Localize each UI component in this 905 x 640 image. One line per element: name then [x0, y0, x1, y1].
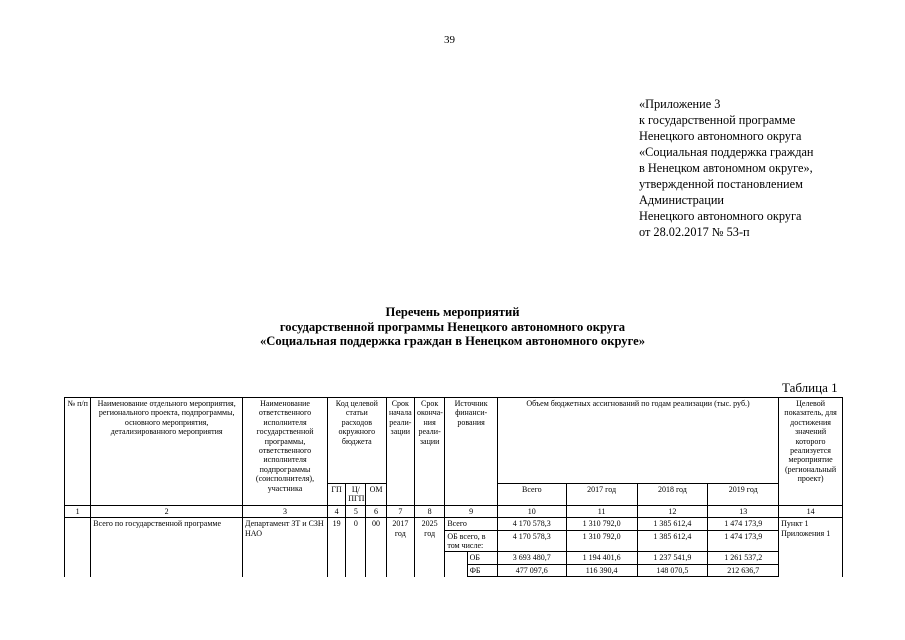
column-number: 7: [386, 505, 414, 517]
column-number: 6: [366, 505, 386, 517]
document-title: [0, 305, 905, 349]
column-number: 14: [779, 505, 843, 517]
header-cpgp: Ц/ ПГП: [346, 484, 366, 506]
source-cell: ОБ всего, в том числе:: [445, 530, 498, 552]
column-number: 5: [346, 505, 366, 517]
header-end: Срок оконча-ния реали-зации: [414, 398, 444, 506]
row-start: 2017 год: [386, 518, 414, 577]
header-name: Наименование отдельного мероприятия, регионального проекта, подпрограммы, основного мероприятия, детализированного мероприятия: [91, 398, 243, 506]
header-gp: ГП: [328, 484, 346, 506]
value-2018: 1 385 612,4: [637, 530, 708, 552]
row-indicator: Пункт 1 Приложения 1: [779, 518, 843, 577]
column-number: 4: [328, 505, 346, 517]
measures-table: [64, 397, 843, 577]
value-total: 477 097,6: [497, 564, 566, 576]
page-number: 39: [444, 34, 455, 46]
row-num: [65, 518, 91, 577]
value-2018: 1 385 612,4: [637, 518, 708, 530]
value-total: 4 170 578,3: [497, 518, 566, 530]
appendix-note: [639, 96, 814, 240]
value-2019: 1 474 173,9: [708, 518, 779, 530]
title-line: государственной программы Ненецкого автономного округа: [279, 319, 626, 334]
column-number: 11: [566, 505, 637, 517]
value-2019: 1 474 173,9: [708, 530, 779, 552]
value-2017: 1 310 792,0: [566, 518, 637, 530]
appendix-line: «Социальная поддержка граждан: [639, 145, 814, 159]
header-om: ОМ: [366, 484, 386, 506]
header-2018: 2018 год: [637, 484, 708, 506]
table-caption: Таблица 1: [782, 380, 838, 395]
source-cell: ОБ: [467, 552, 497, 564]
source-cell: ФБ: [467, 564, 497, 576]
value-2018: 1 237 541,9: [637, 552, 708, 564]
header-volume: Объем бюджетных ассигнований по годам реализации (тыс. руб.): [497, 398, 778, 484]
column-number: 3: [243, 505, 328, 517]
appendix-line: Ненецкого автономного округа: [639, 129, 802, 143]
appendix-line: «Приложение 3: [639, 97, 721, 111]
row-cpgp: 0: [346, 518, 366, 577]
appendix-line: Администрации: [639, 193, 724, 207]
header-2019: 2019 год: [708, 484, 779, 506]
header-source: Источник финанси-рования: [445, 398, 498, 506]
source-cell: Всего: [445, 518, 498, 530]
appendix-line: в Ненецком автономном округе»,: [639, 161, 813, 175]
column-number: 8: [414, 505, 444, 517]
row-name: Всего по государственной программе: [91, 518, 243, 577]
value-2019: 212 636,7: [708, 564, 779, 576]
value-total: 4 170 578,3: [497, 530, 566, 552]
value-2017: 1 310 792,0: [566, 530, 637, 552]
row-executor: Департамент ЗТ и СЗН НАО: [243, 518, 328, 577]
header-2017: 2017 год: [566, 484, 637, 506]
table-row: [65, 518, 843, 530]
row-end: 2025 год: [414, 518, 444, 577]
column-number: 1: [65, 505, 91, 517]
appendix-line: утвержденной постановлением: [639, 177, 803, 191]
appendix-line: от 28.02.2017 № 53-п: [639, 225, 750, 239]
row-om: 00: [366, 518, 386, 577]
header-code: Код целевой статьи расходов окружного бюджета: [328, 398, 387, 484]
appendix-line: Ненецкого автономного округа: [639, 209, 802, 223]
value-2018: 148 070,5: [637, 564, 708, 576]
header-indicator: Целевой показатель, для достижения значений которого реализуется мероприятие (региональный проект): [779, 398, 843, 506]
column-number: 10: [497, 505, 566, 517]
column-number: 2: [91, 505, 243, 517]
header-start: Срок начала реали-зации: [386, 398, 414, 506]
value-total: 3 693 480,7: [497, 552, 566, 564]
title-line: Перечень мероприятий: [385, 305, 520, 319]
header-num: № п/п: [65, 398, 91, 506]
title-line: «Социальная поддержка граждан в Ненецком автономного округе»: [259, 334, 646, 348]
column-number: 13: [708, 505, 779, 517]
row-gp: 19: [328, 518, 346, 577]
header-total: Всего: [497, 484, 566, 506]
source-indent: [445, 552, 467, 577]
column-number: 9: [445, 505, 498, 517]
value-2017: 116 390,4: [566, 564, 637, 576]
appendix-line: к государственной программе: [639, 113, 796, 127]
header-executor: Наименование ответственного исполнителя государственной программы, ответственного исполнителя подпрограммы (соисполнителя), участника: [243, 398, 328, 506]
value-2017: 1 194 401,6: [566, 552, 637, 564]
value-2019: 1 261 537,2: [708, 552, 779, 564]
column-number: 12: [637, 505, 708, 517]
